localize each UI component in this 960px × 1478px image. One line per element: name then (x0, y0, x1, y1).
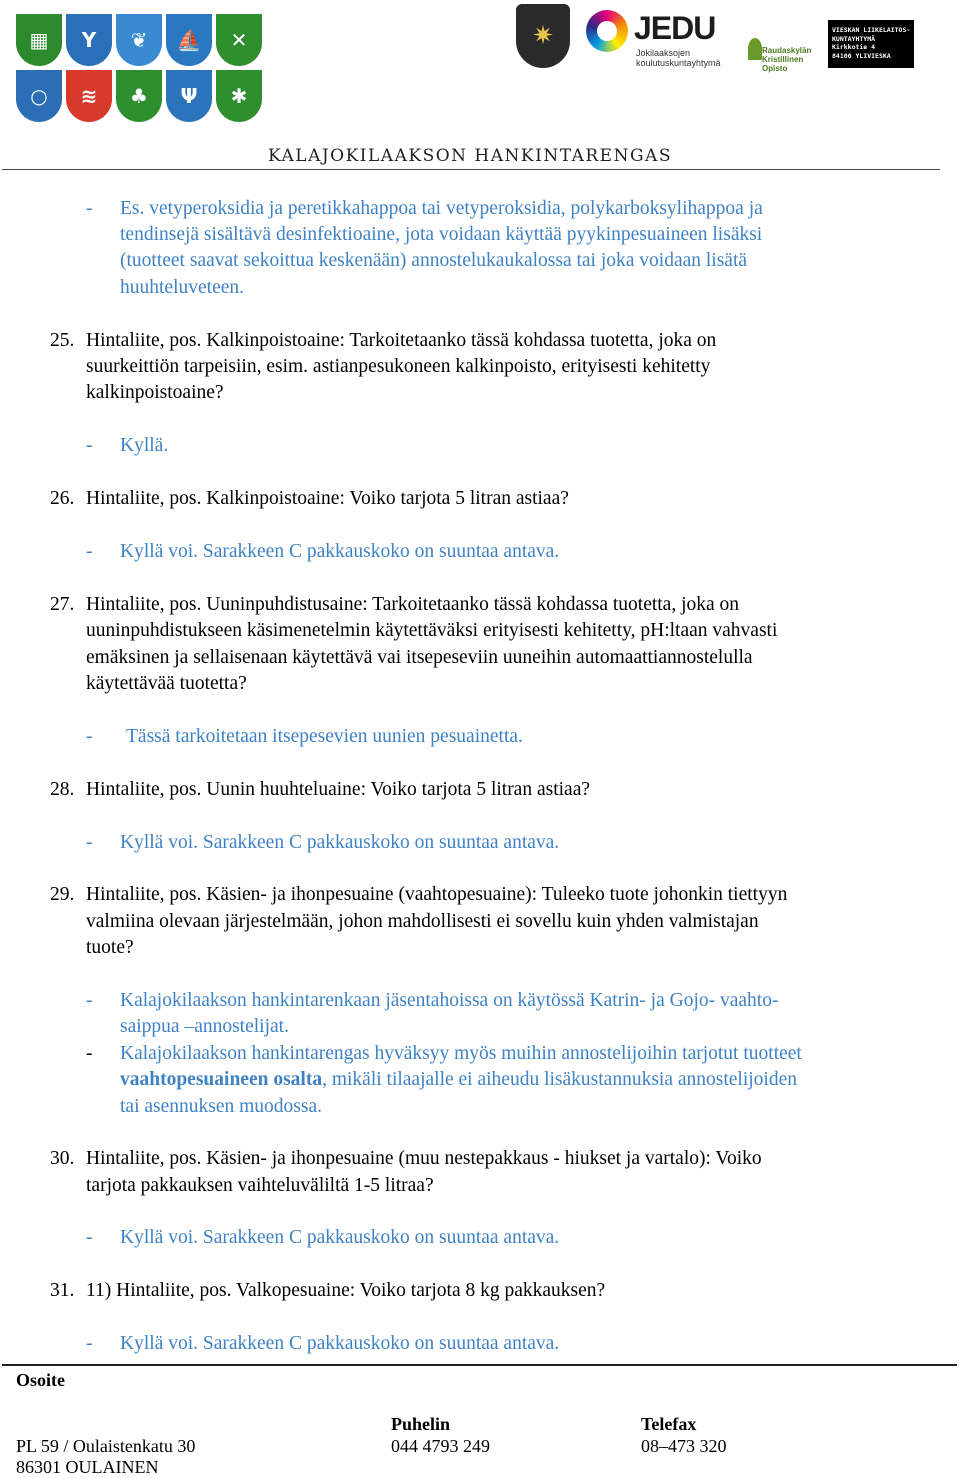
answer-dash: - (86, 832, 93, 853)
answer-line: Kyllä voi. Sarakkeen C pakkauskoko on suuntaa antava. (120, 1227, 560, 1248)
answer-dash: - (86, 435, 93, 456)
answer-dash: - (86, 1043, 93, 1064)
answer-line: tai asennuksen muodossa. (120, 1096, 323, 1117)
question-line: käytettävää tuotetta? (86, 673, 247, 694)
tools-crest-icon: ✕ (216, 14, 262, 66)
answer-dash: - (86, 1227, 93, 1248)
question-line: Hintaliite, pos. Käsien- ja ihonpesuaine (muu nestepakkaus - hiukset ja vartalo): Voiko (86, 1148, 762, 1169)
question-number: 31. (50, 1280, 75, 1301)
flame-crest-icon: ≋ (66, 70, 112, 122)
jedu-logo-subtitle: Jokilaaksojen koulutuskuntayhtymä (636, 48, 721, 68)
question-line: Hintaliite, pos. Käsien- ja ihonpesuaine (vaahtopesuaine): Tuleeko tuote johonkin tiettyyn (86, 884, 788, 905)
ring-crest-icon: ○ (16, 70, 62, 122)
question-line: Hintaliite, pos. Kalkinpoistoaine: Voiko tarjota 5 litran astiaa? (86, 488, 569, 509)
question-line: Hintaliite, pos. Uuninpuhdistusaine: Tarkoitetaanko tässä kohdassa tuotetta, joka on (86, 594, 740, 615)
answer-line: Es. vetyperoksidia ja peretikkahappoa tai vetyperoksidia, polykarboksylihappoa ja (120, 198, 763, 219)
footer-address-line: 86301 OULAINEN (16, 1457, 159, 1477)
answer-dash: - (86, 1333, 93, 1354)
vieskan-logo-line: VIESKAN LIIKELAITOS- (832, 26, 911, 34)
vieskan-logo-line: 84100 YLIVIESKA (832, 51, 891, 60)
answer-line: Kyllä voi. Sarakkeen C pakkauskoko on suuntaa antava. (120, 832, 560, 853)
question-number: 28. (50, 779, 75, 800)
answer-line: saippua –annostelijat. (120, 1016, 289, 1037)
trident-crest-icon: Ψ (166, 70, 212, 122)
answer-line: Kyllä voi. Sarakkeen C pakkauskoko on suuntaa antava. (120, 1333, 560, 1354)
answer-text: , mikäli tilaajalle ei aiheudu lisäkustannuksia annostelijoiden (322, 1069, 798, 1090)
question-line: emäksinen ja sellaisenaan käytettävä vai itsepeseviin uuneihin automaattiannostelulla (86, 647, 753, 668)
answer-dash: - (86, 726, 93, 747)
crayfish-crest-icon: ✱ (216, 70, 262, 122)
raudaskyla-logo-text: Raudaskylän Kristillinen Opisto (762, 46, 812, 73)
answer-emphasis: vaahtopesuaineen osalta (120, 1069, 323, 1090)
ypsilon-crest-icon: Y (66, 14, 112, 66)
question-line: uuninpuhdistukseen käsimenetelmin käytettäväksi erityisesti kehitetty, pH:ltaan vahvasti (86, 620, 778, 641)
ship-crest-icon: ⛵ (166, 14, 212, 66)
trees-crest-icon: ♣ (116, 70, 162, 122)
partner-logos (510, 2, 920, 73)
jedu-logo-name: JEDU (634, 10, 716, 46)
question-number: 29. (50, 884, 75, 905)
document-header-title: KALAJOKILAAKSON HANKINTARENGAS (268, 146, 672, 166)
question-line: Hintaliite, pos. Kalkinpoistoaine: Tarkoitetaanko tässä kohdassa tuotetta, joka on (86, 330, 717, 351)
vieskan-logo (828, 20, 914, 68)
footer-address-line: PL 59 / Oulaistenkatu 30 (16, 1436, 196, 1456)
wing-crest-icon: ❦ (116, 14, 162, 66)
question-number: 26. (50, 488, 75, 509)
question-line: tuote? (86, 937, 134, 958)
rescue-seal-icon: ✷ (516, 4, 570, 68)
answer-dash: - (86, 990, 93, 1011)
answer-dash: - (86, 541, 93, 562)
answer-line: Kyllä. (120, 435, 169, 456)
question-number: 27. (50, 594, 75, 615)
raudaskyla-logo-icon (748, 38, 762, 60)
gate-crest-icon: ▦ (16, 14, 62, 66)
vieskan-logo-line: KUNTAYHTYMÄ (832, 34, 876, 43)
answer-line: Kalajokilaakson hankintarenkaan jäsentahoissa on käytössä Katrin- ja Gojo- vaahto- (120, 990, 779, 1011)
question-line: suurkeittiön tarpeisiin, esim. astianpesukoneen kalkinpoisto, erityisesti kehitetty (86, 356, 711, 377)
question-number: 30. (50, 1148, 75, 1169)
jedu-logo-icon (586, 10, 628, 52)
answer-line: tendinsejä sisältävä desinfektioaine, jota voidaan käyttää pyykinpesuaineen lisäksi (120, 224, 763, 245)
footer-phone: 044 4793 249 (391, 1436, 490, 1456)
question-number: 25. (50, 330, 75, 351)
question-line: 11) Hintaliite, pos. Valkopesuaine: Voiko tarjota 8 kg pakkauksen? (86, 1280, 606, 1301)
vieskan-logo-line: Kirkkotie 4 (832, 43, 876, 51)
answer-line: Kalajokilaakson hankintarengas hyväksyy myös muihin annostelijoihin tarjotut tuotteet (120, 1043, 802, 1064)
answer-line (120, 1067, 797, 1094)
question-line: valmiina olevaan järjestelmään, johon mahdollisesti ei sovellu kuin yhden valmistajan (86, 911, 759, 932)
footer-address-label: Osoite (16, 1370, 65, 1390)
question-line: Hintaliite, pos. Uunin huuhteluaine: Voiko tarjota 5 litran astiaa? (86, 779, 591, 800)
answer-dash: - (86, 198, 93, 219)
answer-line: (tuotteet saavat sekoittua keskenään) annostelukaukalossa tai joka voidaan lisätä (120, 250, 748, 271)
answer-line: Tässä tarkoitetaan itsepesevien uunien pesuainetta. (126, 726, 523, 747)
footer-phone-label: Puhelin (391, 1414, 451, 1434)
question-line: tarjota pakkauksen vaihteluväliltä 1-5 litraa? (86, 1175, 434, 1196)
footer-fax: 08–473 320 (641, 1436, 727, 1456)
question-line: kalkinpoistoaine? (86, 382, 224, 403)
header-divider (2, 169, 940, 170)
footer-divider (2, 1364, 957, 1366)
answer-line: huuhteluveteen. (120, 277, 244, 298)
answer-line: Kyllä voi. Sarakkeen C pakkauskoko on suuntaa antava. (120, 541, 560, 562)
footer-fax-label: Telefax (641, 1414, 697, 1434)
